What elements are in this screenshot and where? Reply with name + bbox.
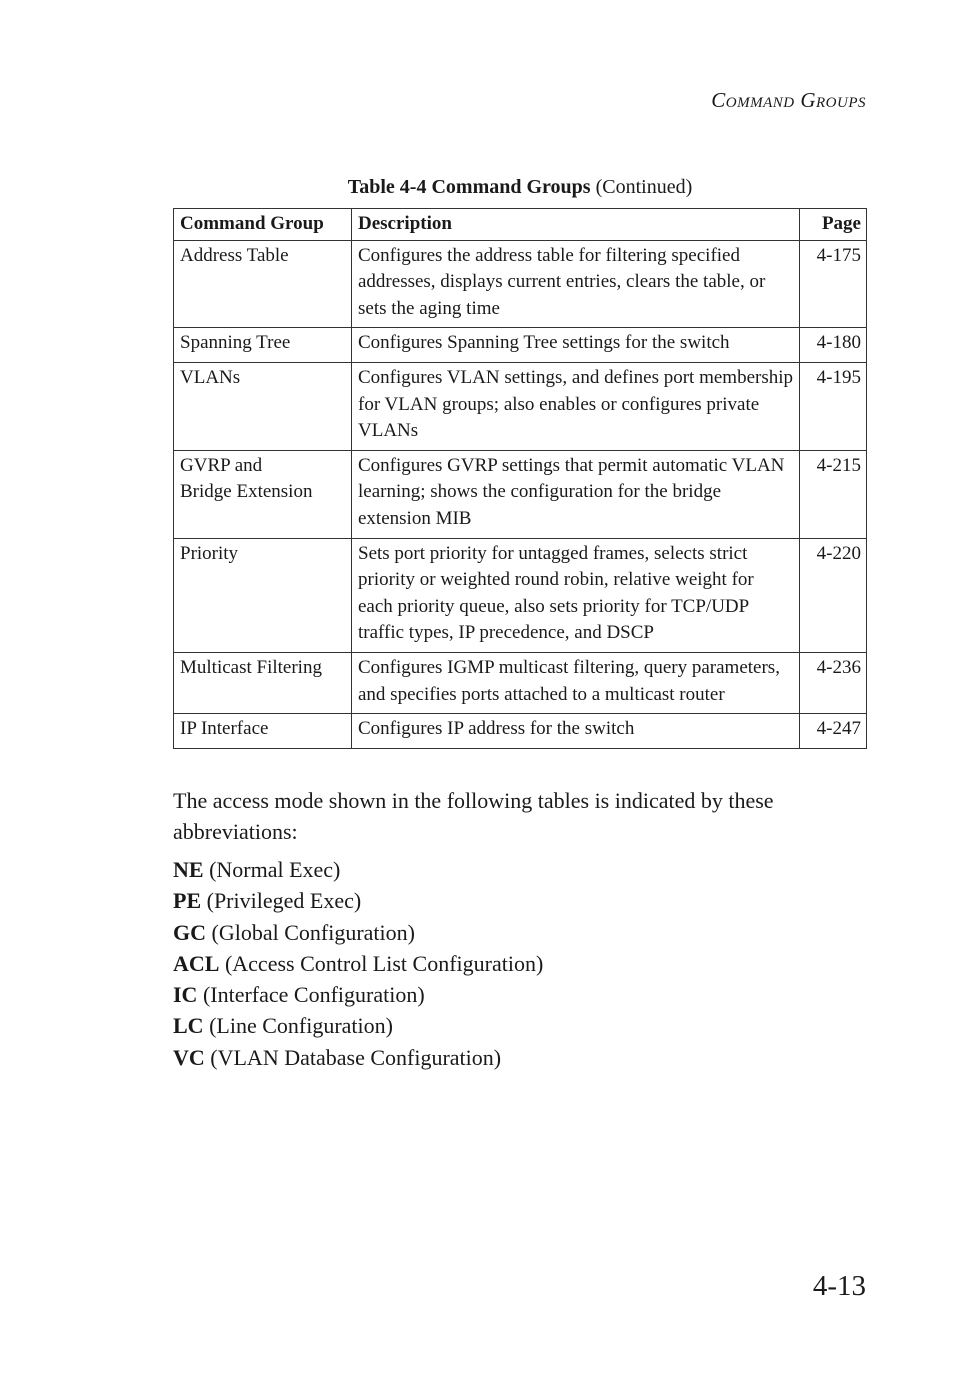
abbreviation-meaning: (Access Control List Configuration) (224, 950, 544, 976)
abbreviation-meaning: (Line Configuration) (209, 1013, 393, 1039)
abbreviation-list (173, 854, 867, 1073)
abbreviation-code: NE (173, 857, 204, 882)
page-cell: 4-236 (800, 652, 867, 713)
abbreviation-code: ACL (173, 950, 220, 976)
command-group-cell: GVRP and Bridge Extension (174, 450, 352, 538)
description-cell: Configures VLAN settings, and defines port membership for VLAN groups; also enables or configures private VLANs (352, 362, 800, 450)
page-cell: 4-195 (800, 362, 867, 450)
abbreviation-item (173, 1010, 867, 1041)
description-cell: Configures Spanning Tree settings for the switch (352, 328, 800, 363)
abbreviation-meaning: (Interface Configuration) (202, 982, 425, 1008)
abbreviation-code: PE (173, 888, 202, 914)
abbreviation-meaning: (Global Configuration) (211, 919, 415, 945)
page-cell: 4-215 (800, 450, 867, 538)
column-header-page: Page (800, 209, 867, 241)
table-caption-suffix: (Continued) (595, 176, 693, 198)
command-groups-table (173, 208, 867, 749)
table-caption (174, 176, 866, 199)
abbreviation-item (173, 1042, 867, 1073)
table-row (174, 652, 867, 713)
page-cell: 4-180 (800, 328, 867, 363)
abbreviation-meaning: (Privileged Exec) (206, 888, 362, 914)
description-cell: Configures GVRP settings that permit automatic VLAN learning; shows the configuration for the bridge extension MIB (352, 450, 800, 538)
abbreviation-item (173, 917, 867, 948)
abbreviation-code: VC (173, 1044, 205, 1070)
description-cell: Configures IP address for the switch (352, 714, 800, 749)
table-row (174, 714, 867, 749)
table-row (174, 328, 867, 363)
page-cell: 4-247 (800, 714, 867, 749)
abbreviation-item (173, 854, 867, 885)
abbreviation-code: IC (173, 982, 198, 1008)
abbreviation-meaning: (VLAN Database Configuration) (210, 1044, 502, 1070)
command-group-cell: Multicast Filtering (174, 652, 352, 713)
table-row (174, 450, 867, 538)
table-header-row (174, 209, 867, 241)
column-header-command-group: Command Group (174, 209, 352, 241)
description-cell: Configures the address table for filtering specified addresses, displays current entries, clears the table, or sets the aging time (352, 240, 800, 328)
table-row (174, 362, 867, 450)
page-cell: 4-175 (800, 240, 867, 328)
page-cell: 4-220 (800, 538, 867, 652)
page-number: 4-13 (812, 1270, 866, 1302)
description-cell: Sets port priority for untagged frames, selects strict priority or weighted round robin, relative weight for each priority queue, also sets priority for TCP/UDP traffic types, IP precedence, and DSCP (352, 538, 800, 652)
table-row (174, 538, 867, 652)
table-row (174, 240, 867, 328)
abbreviation-item (173, 979, 867, 1010)
abbreviation-item (173, 885, 867, 916)
abbreviation-code: LC (173, 1013, 204, 1039)
abbreviation-item (173, 948, 867, 979)
column-header-description: Description (352, 209, 800, 241)
description-cell: Configures IGMP multicast filtering, query parameters, and specifies ports attached to a multicast router (352, 652, 800, 713)
command-group-cell: IP Interface (174, 714, 352, 749)
command-group-cell: Priority (174, 538, 352, 652)
abbreviation-meaning: (Normal Exec) (209, 857, 341, 882)
table-caption-label: Table 4-4 Command Groups (347, 176, 591, 198)
intro-paragraph: The access mode shown in the following tables is indicated by these abbreviations: (173, 788, 774, 844)
running-head: Command Groups (711, 88, 866, 112)
command-group-cell: Address Table (174, 240, 352, 328)
command-group-cell: Spanning Tree (174, 328, 352, 363)
command-group-cell: VLANs (174, 362, 352, 450)
abbreviation-code: GC (173, 919, 206, 945)
